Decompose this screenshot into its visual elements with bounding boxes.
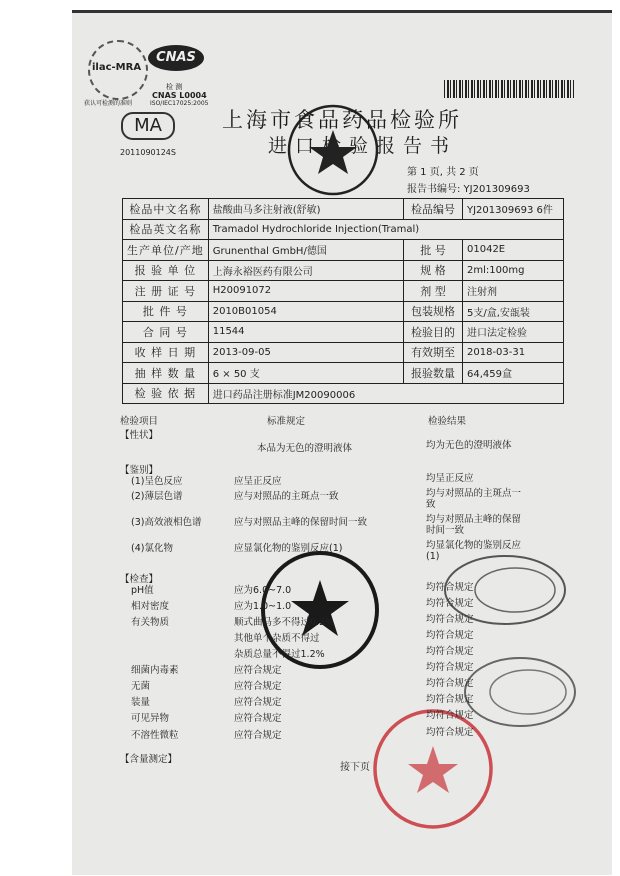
field-label: 剂 型 [404, 281, 463, 302]
test-item: (3)高效液相色谱 [131, 517, 202, 528]
test-item: pH值 [131, 585, 154, 596]
test-standard: 应为6.0~7.0 [234, 585, 292, 596]
field-value: 5支/盒,安瓿装 [463, 301, 564, 322]
table-row [123, 301, 564, 322]
test-standard: 应符合规定 [234, 713, 282, 724]
col-result: 检验结果 [428, 416, 467, 427]
ilac-caption: 获认可检测的准则 [84, 100, 133, 107]
field-label: 生产单位/产地 [123, 240, 209, 261]
field-label: 检品编号 [404, 199, 463, 220]
test-item: 细菌内毒素 [131, 665, 179, 676]
test-result: 均符合规定 [426, 694, 474, 705]
field-value: 2018-03-31 [463, 342, 564, 363]
sample-info-table [122, 198, 564, 404]
field-label: 注 册 证 号 [123, 281, 209, 302]
field-label: 批 件 号 [123, 301, 209, 322]
field-label: 收 样 日 期 [123, 342, 209, 363]
cnas-number: CNAS L0004 [152, 91, 207, 100]
test-result: 均呈正反应 [426, 473, 474, 484]
barcode [444, 80, 574, 98]
field-value: 盐酸曲马多注射液(舒敏) [208, 199, 403, 220]
test-result: 均符合规定 [426, 630, 474, 641]
test-standard: 应呈正反应 [234, 476, 282, 487]
test-result: 均符合规定 [426, 678, 474, 689]
test-result: 均符合规定 [426, 598, 474, 609]
cnas-sub: 检 测 [166, 83, 183, 91]
test-item: 有关物质 [131, 617, 170, 628]
section-identification: 【鉴别】 [120, 465, 159, 476]
field-value: YJ201309693 6件 [463, 199, 564, 220]
red-company-stamp [368, 704, 498, 834]
institute-title: 上海市食品药品检验所 [222, 108, 462, 132]
field-value: 11544 [208, 322, 403, 343]
test-result: 均符合规定 [426, 662, 474, 673]
table-row [123, 199, 564, 220]
field-value: 2013-09-05 [208, 342, 403, 363]
test-item: 装量 [131, 697, 151, 708]
table-row [123, 260, 564, 281]
test-result: 均符合规定 [426, 646, 474, 657]
field-value: 2010B01054 [208, 301, 403, 322]
field-label: 批 号 [404, 240, 463, 261]
field-value: 2ml:100mg [463, 260, 564, 281]
field-label: 包装规格 [404, 301, 463, 322]
test-item: 相对密度 [131, 601, 170, 612]
table-row [123, 281, 564, 302]
field-label: 有效期至 [404, 342, 463, 363]
col-standard: 标准规定 [267, 416, 306, 427]
section-assay: 【含量测定】 [120, 754, 178, 765]
test-standard: 顺式曲马多不得过0.2% [234, 617, 335, 628]
test-result: 均为无色的澄明液体 [426, 440, 512, 451]
test-item: 可见异物 [131, 713, 170, 724]
field-label: 检验目的 [404, 322, 463, 343]
test-standard: 应与对照品的主斑点一致 [234, 491, 339, 502]
test-standard: 应符合规定 [234, 681, 282, 692]
table-row [123, 219, 564, 240]
field-value: H20091072 [208, 281, 403, 302]
ilac-logo [88, 40, 148, 100]
field-label: 报验数量 [404, 363, 463, 384]
field-label: 报 验 单 位 [123, 260, 209, 281]
report-title: 进口检验报告书 [268, 135, 458, 157]
test-result: 均显氯化物的鉴别反应(1) [426, 540, 522, 562]
page-indicator: 第 1 页, 共 2 页 [407, 167, 479, 178]
field-label: 检品中文名称 [123, 199, 209, 220]
field-value: 6 × 50 支 [208, 363, 403, 384]
cma-number: 2011090124S [120, 148, 176, 157]
field-value: 01042E [463, 240, 564, 261]
test-standard: 应符合规定 [234, 697, 282, 708]
report-number: 报告书编号: YJ201309693 [407, 184, 530, 195]
test-standard: 应符合规定 [234, 665, 282, 676]
test-result: 均符合规定 [426, 582, 474, 593]
table-row [123, 383, 564, 404]
field-value: 64,459盒 [463, 363, 564, 384]
test-standard: 应符合规定 [234, 730, 282, 741]
field-label: 检品英文名称 [123, 219, 209, 240]
field-label: 规 格 [404, 260, 463, 281]
test-standard: 应与对照品主峰的保留时间一致 [234, 517, 368, 528]
test-result: 均与对照品主峰的保留时间一致 [426, 514, 522, 536]
table-row [123, 240, 564, 261]
test-result: 均符合规定 [426, 727, 474, 738]
field-value: 注射剂 [463, 281, 564, 302]
field-value: 进口药品注册标准JM20090006 [208, 383, 563, 404]
test-item: (4)氯化物 [131, 543, 173, 554]
test-item: (2)薄层色谱 [131, 491, 183, 502]
iso-text: ISO/IEC17025:2005 [150, 100, 209, 107]
test-standard: 应显氯化物的鉴别反应(1) [234, 543, 343, 554]
cma-logo: MA [121, 112, 175, 140]
section-tests: 【检查】 [120, 574, 159, 585]
continued-next-page: 接下页 [340, 762, 370, 773]
test-standard: 应为1.0~1.0 [234, 601, 292, 612]
field-value: Grunenthal GmbH/德国 [208, 240, 403, 261]
test-result: 均符合规定 [426, 710, 474, 721]
field-label: 合 同 号 [123, 322, 209, 343]
test-item: (1)呈色反应 [131, 476, 183, 487]
test-standard: 本品为无色的澄明液体 [257, 443, 353, 454]
table-row [123, 342, 564, 363]
field-value: 上海永裕医药有限公司 [208, 260, 403, 281]
ilac-text: ilac-MRA [92, 62, 142, 73]
table-row [123, 363, 564, 384]
section-appearance: 【性状】 [120, 430, 159, 441]
col-item: 检验项目 [120, 416, 159, 427]
test-result: 均与对照品的主斑点一致 [426, 488, 522, 510]
test-item: 不溶性微粒 [131, 730, 179, 741]
field-value: 进口法定检验 [463, 322, 564, 343]
test-result: 均符合规定 [426, 614, 474, 625]
field-value: Tramadol Hydrochloride Injection(Tramal) [208, 219, 563, 240]
cnas-logo: CNAS [148, 45, 204, 71]
field-label: 抽 样 数 量 [123, 363, 209, 384]
test-standard: 杂质总量不得过1.2% [234, 649, 325, 660]
table-row [123, 322, 564, 343]
test-standard: 其他单个杂质不得过 [234, 633, 320, 644]
test-item: 无菌 [131, 681, 151, 692]
field-label: 检 验 依 据 [123, 383, 209, 404]
